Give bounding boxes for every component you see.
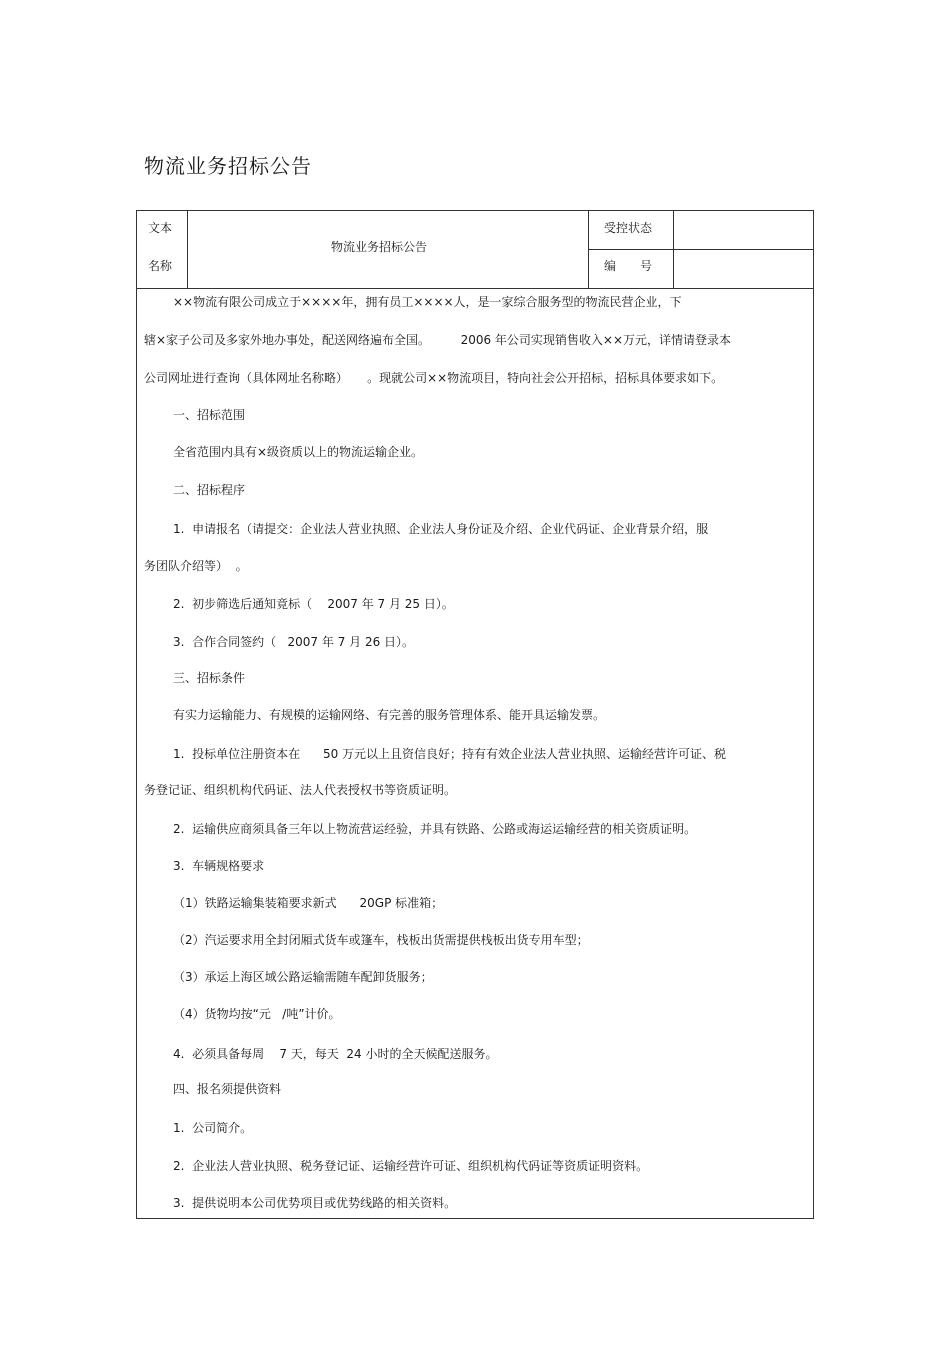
list-item: 3. 车辆规格要求: [173, 859, 265, 873]
text-label-top: 文本: [148, 221, 173, 235]
section-heading: 二、招标程序: [173, 483, 246, 497]
page-title: 物流业务招标公告: [144, 154, 312, 178]
intro-line: 公司网址进行查询（具体网址名称略） 。现就公司××物流项目，特向社会公开招标，招标具体要求如下。: [144, 371, 724, 385]
list-item: 2. 企业法人营业执照、税务登记证、运输经营许可证、组织机构代码证等资质证明资料。: [173, 1159, 649, 1173]
section-heading: 三、招标条件: [173, 671, 246, 685]
list-item: 1. 投标单位注册资本在 50 万元以上且资信良好；持有有效企业法人营业执照、运输经营许可证、税: [173, 747, 727, 761]
section-heading: 四、报名须提供资料: [173, 1082, 282, 1096]
document-table: [136, 210, 814, 1219]
list-item: （3）承运上海区域公路运输需随车配卸货服务；: [173, 970, 433, 984]
section-heading: 一、招标范围: [173, 408, 246, 422]
divider: [588, 249, 813, 250]
list-item: 务团队介绍等） 。: [144, 559, 248, 573]
control-status-label: 受控状态: [604, 221, 653, 235]
list-item: 2. 运输供应商须具备三年以上物流营运经验，并具有铁路、公路或海运运输经营的相关资质证明。: [173, 822, 697, 836]
list-item: 务登记证、组织机构代码证、法人代表授权书等资质证明。: [144, 783, 457, 797]
number-label: 编 号: [604, 259, 653, 273]
list-item: 1. 公司简介。: [173, 1121, 253, 1135]
list-item: （1）铁路运输集装箱要求新式 20GP 标准箱；: [173, 896, 444, 910]
divider: [137, 288, 813, 289]
list-item: 1. 申请报名（请提交：企业法人营业执照、企业法人身份证及介绍、企业代码证、企业背景介绍，服: [173, 522, 709, 536]
intro-line: 辖×家子公司及多家外地办事处，配送网络遍布全国。 2006 年公司实现销售收入××万元，详情请登录本: [144, 333, 732, 347]
intro-line: ××物流有限公司成立于××××年，拥有员工××××人，是一家综合服务型的物流民营企业，下: [173, 295, 682, 309]
list-item: （2）汽运要求用全封闭厢式货车或篷车，栈板出货需提供栈板出货专用车型；: [173, 933, 589, 947]
paragraph: 有实力运输能力、有规模的运输网络、有完善的服务管理体系、能开具运输发票。: [173, 708, 606, 722]
list-item: 3. 合作合同签约（ 2007 年 7 月 26 日）。: [173, 635, 415, 649]
list-item: 4. 必须具备每周 7 天，每天 24 小时的全天候配送服务。: [173, 1047, 498, 1061]
document-name: 物流业务招标公告: [331, 240, 428, 254]
text-label-bottom: 名称: [148, 259, 173, 273]
divider: [187, 211, 188, 288]
list-item: 2. 初步筛选后通知竟标（ 2007 年 7 月 25 日）。: [173, 597, 454, 611]
list-item: 3. 提供说明本公司优势项目或优势线路的相关资料。: [173, 1196, 457, 1210]
paragraph: 全省范围内具有×级资质以上的物流运输企业。: [173, 445, 424, 459]
list-item: （4）货物均按“元 /吨”计价。: [173, 1007, 341, 1021]
